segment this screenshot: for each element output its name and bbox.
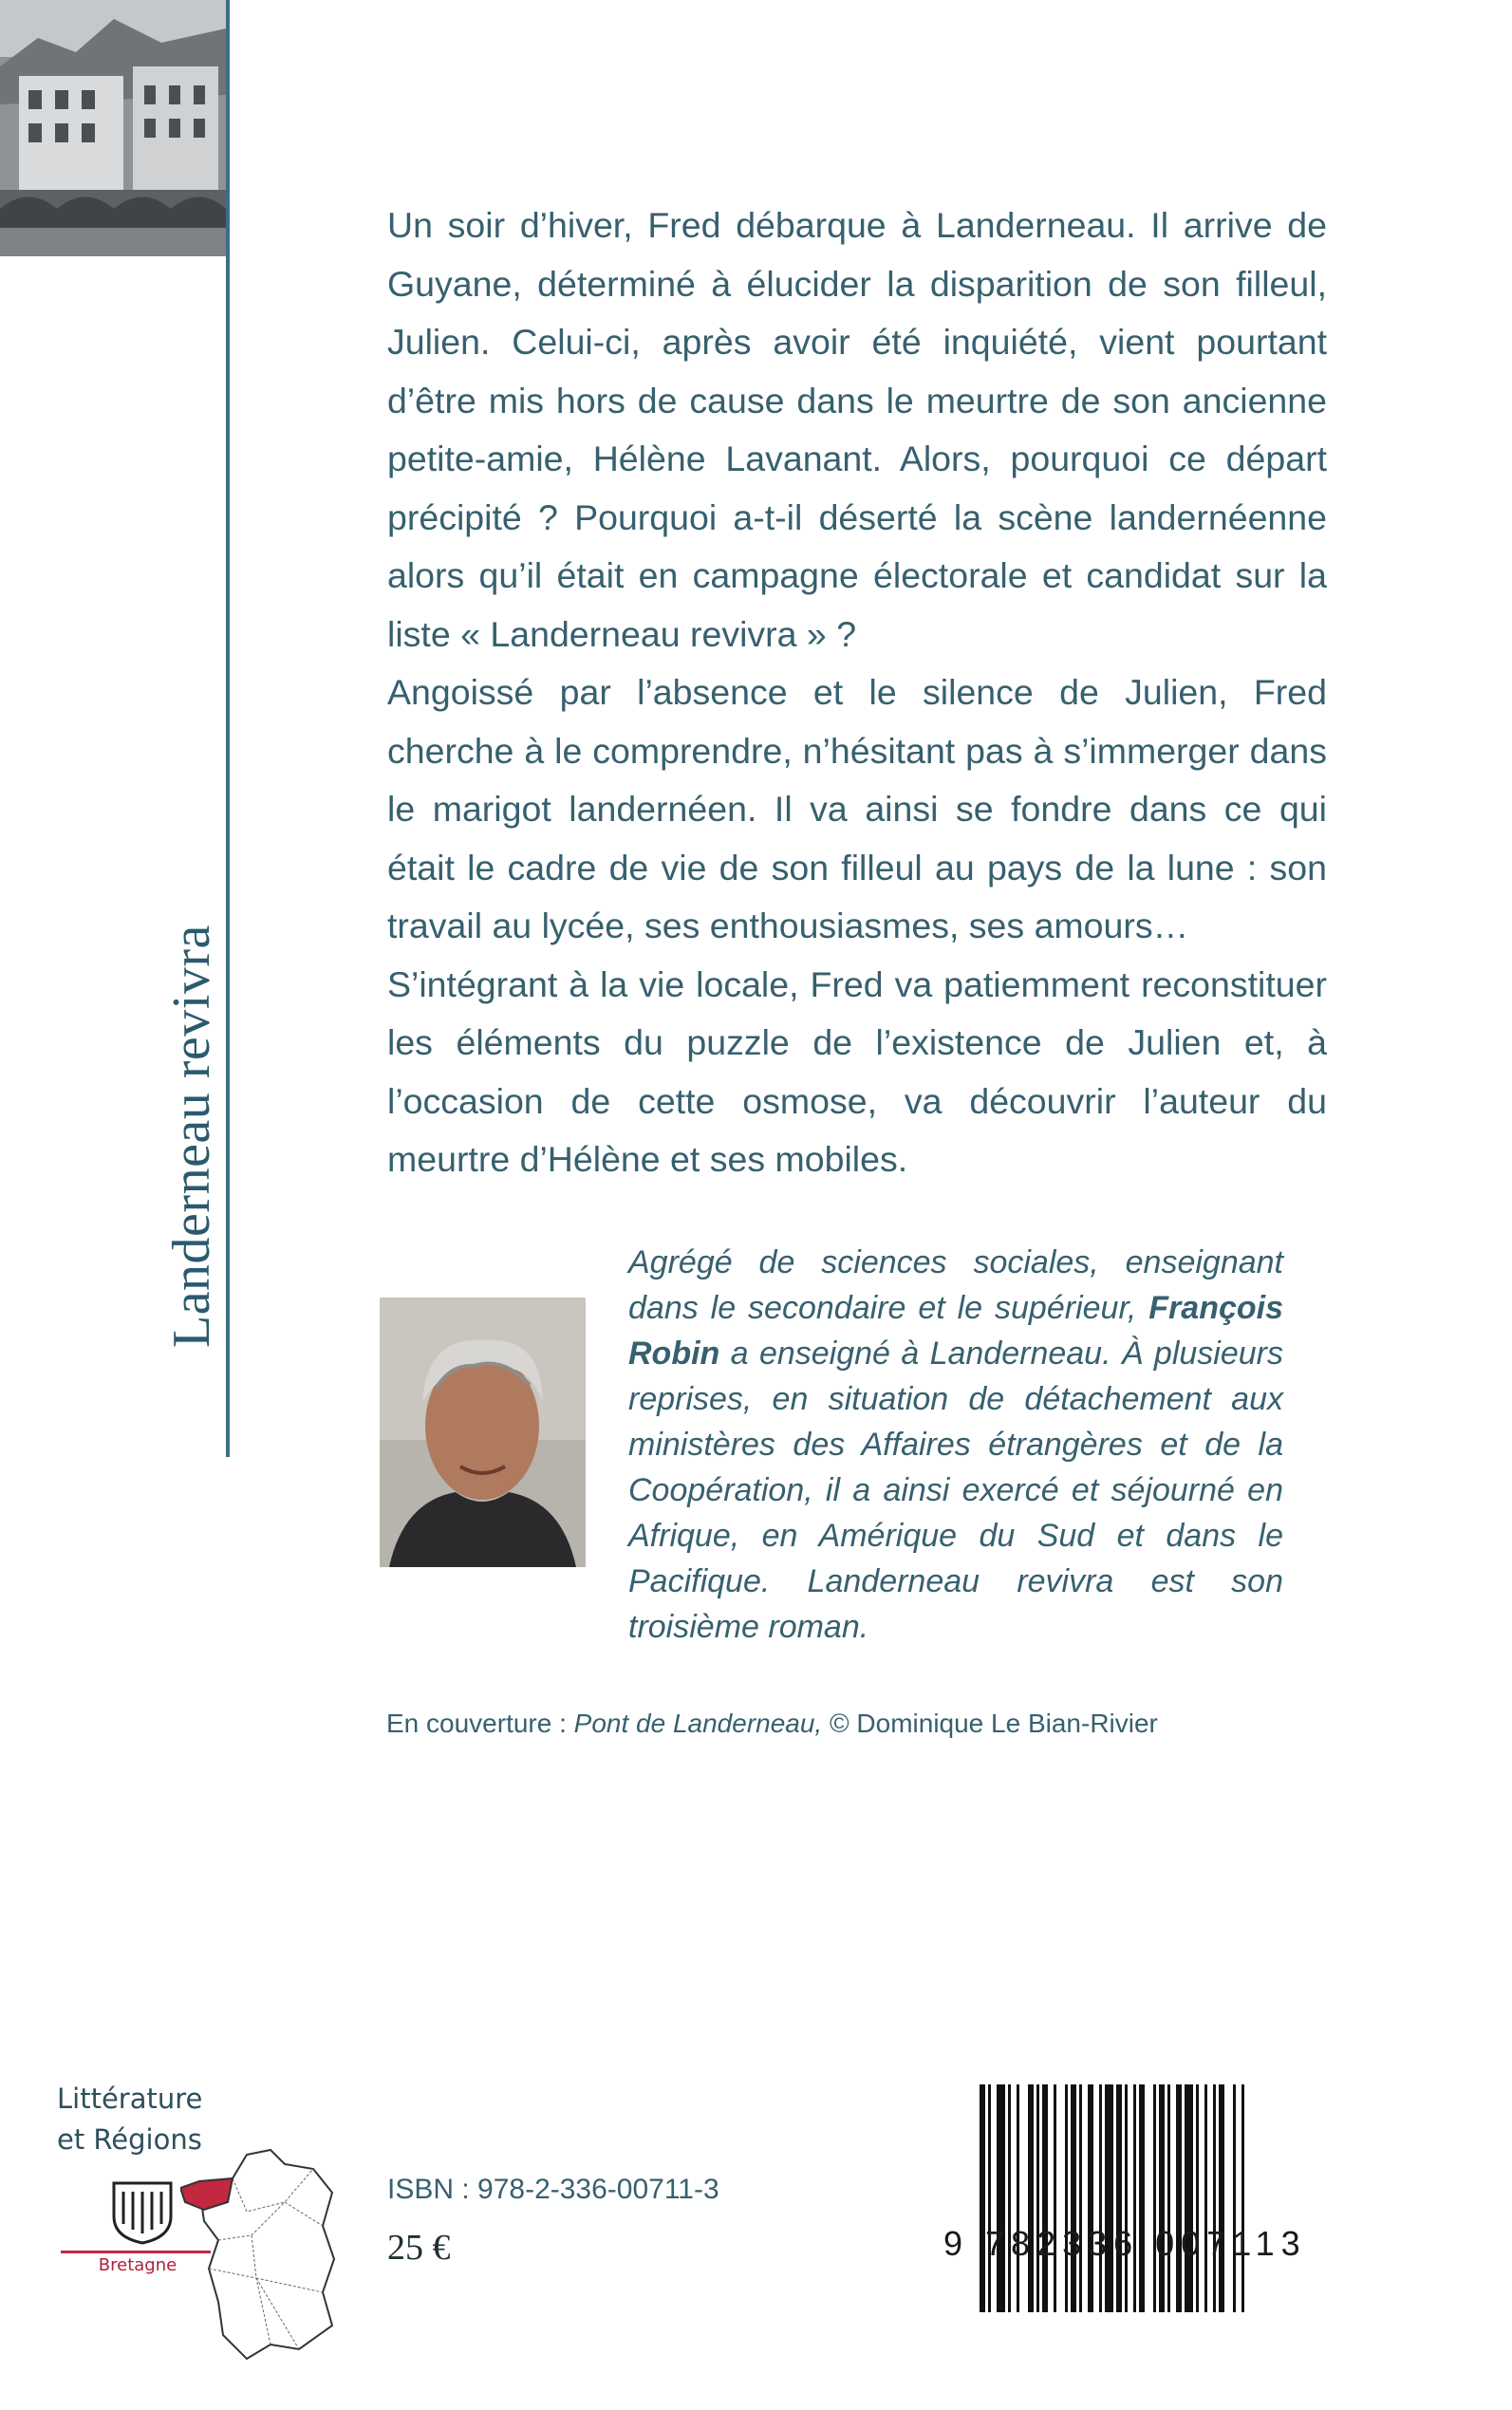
blurb-paragraph: Angoissé par l’absence et le silence de Julien, Fred cherche à le comprendre, n’hésitant pas à s’immerger dans le marigot landernéen. Il va ainsi se fondre dans ce qui était le cadre de vie de son filleul au pays de la lune : son travail au lycée, ses enthousiasmes, ses amours…: [387, 672, 1327, 945]
author-bio: [628, 1240, 1283, 1650]
spine-panel: [0, 0, 228, 2410]
france-map-icon: [180, 2136, 342, 2363]
bio-text: Agrégé de sciences sociales, enseignant dans le secondaire et le supérieur,: [628, 1244, 1283, 1326]
cover-credit: [386, 1709, 1158, 1739]
credit-prefix: En couverture :: [386, 1709, 574, 1738]
collection-line-1: Littérature: [57, 2083, 203, 2115]
barcode-digits: 9 782336 007113: [943, 2224, 1307, 2263]
blurb-paragraph: Un soir d’hiver, Fred débarque à Landerneau. Il arrive de Guyane, déterminé à élucider la disparition de son filleul, Julien. Celui-ci, après avoir été inquiété, vient pourtant d’être mis hors de cause dans le meurtre de son ancienne petite-amie, Hélène Lavanant. Alors, pourquoi ce départ précipité ? Pourquoi a-t-il déserté la scène landernéenne alors qu’il était en campagne électorale et candidat sur la liste « Landerneau revivra » ?: [387, 205, 1327, 654]
barcode: [976, 2084, 1317, 2312]
author-name: François Robin: [628, 1290, 1283, 1372]
collection-line-2: et Régions: [57, 2123, 202, 2156]
blurb-paragraph: S’intégrant à la vie locale, Fred va patiemment reconstituer les éléments du puzzle de l’existence de Julien et, à l’occasion de cette osmose, va découvrir l’auteur du meurtre d’Hélène et ses mobiles.: [387, 963, 1327, 1179]
credit-work: Pont de Landerneau,: [573, 1709, 823, 1738]
back-cover-blurb: [387, 196, 1327, 1189]
credit-suffix: © Dominique Le Bian-Rivier: [822, 1709, 1158, 1738]
ermine-shield-icon: [109, 2178, 176, 2245]
author-photo: [380, 1298, 586, 1567]
spine-rule: [226, 0, 230, 1457]
price: 25 €: [387, 2228, 451, 2268]
collection-logo: [57, 2079, 342, 2363]
bio-text: a enseigné à Landerneau. À plusieurs reprises, en situation de détachement aux ministères des Affaires étrangères et de la Coopération, il a ainsi exercé et séjourné en Afrique, en Amérique du Sud et dans le Pacifique. Landerneau revivra est son troisième roman.: [628, 1336, 1283, 1645]
isbn: ISBN : 978-2-336-00711-3: [387, 2174, 719, 2205]
cover-photo-strip: [0, 0, 226, 256]
region-name: Bretagne: [98, 2255, 177, 2275]
spine-title: Landerneau revivra: [162, 925, 221, 1348]
